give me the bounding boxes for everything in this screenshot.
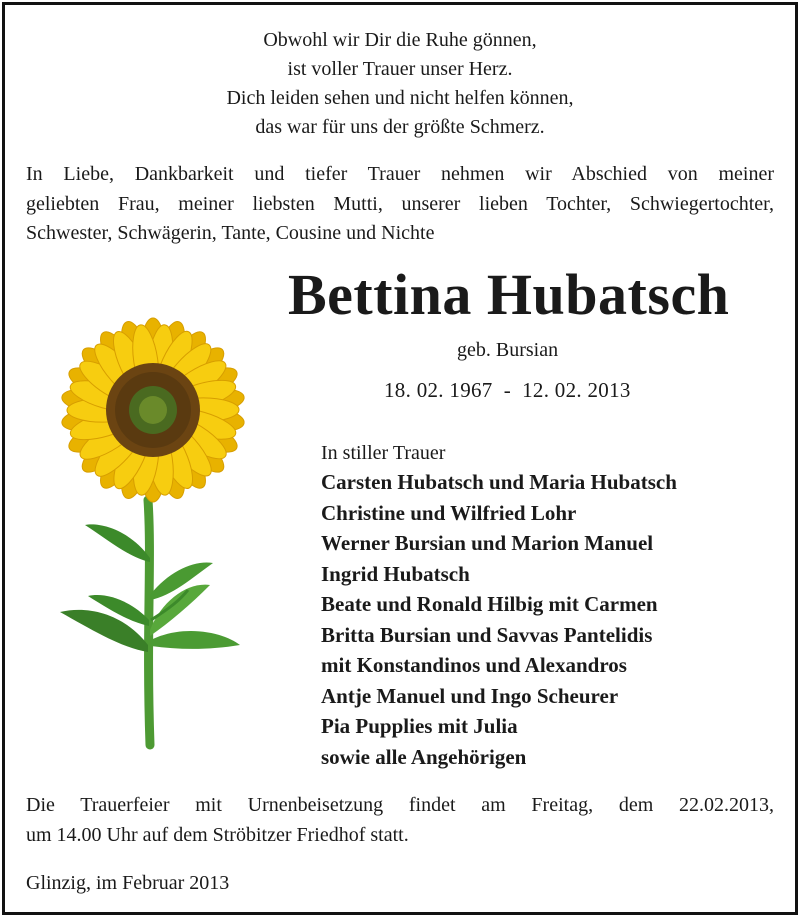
intro-text	[26, 160, 774, 249]
intro-line: Schwester, Schwägerin, Tante, Cousine und Nichte	[26, 222, 435, 244]
maiden-name: geb. Bursian	[457, 339, 559, 361]
mourner-entry: Christine und Wilfried Lohr	[321, 500, 577, 525]
poem	[0, 26, 800, 142]
funeral-info	[26, 791, 774, 850]
mourners-list	[321, 467, 677, 772]
mourner-entry: Werner Bursian und Marion Manuel	[321, 531, 654, 555]
mourner-entry: mit Konstandinos und Alexandros	[321, 653, 627, 677]
funeral-line: Die Trauerfeier mit Urnenbeisetzung findet am Freitag, dem 22.02.2013,	[26, 794, 774, 816]
mourner-entry: Ingrid Hubatsch	[321, 561, 470, 586]
deceased-name: Bettina Hubatsch	[288, 262, 730, 327]
mourner-entry: Pia Pupplies mit Julia	[321, 714, 518, 738]
poem-line: ist voller Trauer unser Herz.	[287, 58, 513, 80]
place-date: Glinzig, im Februar 2013	[26, 872, 230, 894]
mourner-entry: Antje Manuel und Ingo Scheurer	[321, 683, 619, 708]
life-dates: 18. 02. 1967 - 12. 02. 2013	[384, 378, 631, 402]
intro-line: In Liebe, Dankbarkeit und tiefer Trauer nehmen wir Abschied von meiner	[26, 163, 774, 185]
poem-line: Obwohl wir Dir die Ruhe gönnen,	[263, 29, 537, 51]
intro-line: geliebten Frau, meiner liebsten Mutti, unserer lieben Tochter, Schwiegertochter,	[26, 192, 774, 215]
funeral-line: um 14.00 Uhr auf dem Ströbitzer Friedhof statt.	[26, 823, 409, 846]
poem-line: Dich leiden sehen und nicht helfen können,	[226, 87, 574, 109]
mourning-label: In stiller Trauer	[321, 442, 446, 464]
mourner-entry: Beate und Ronald Hilbig mit Carmen	[321, 592, 658, 616]
poem-line: das war für uns der größte Schmerz.	[255, 116, 545, 138]
mourner-entry: sowie alle Angehörigen	[321, 744, 527, 769]
mourner-entry: Carsten Hubatsch und Maria Hubatsch	[321, 470, 677, 494]
sunflower-image	[30, 300, 280, 750]
mourner-entry: Britta Bursian und Savvas Pantelidis	[321, 622, 653, 647]
